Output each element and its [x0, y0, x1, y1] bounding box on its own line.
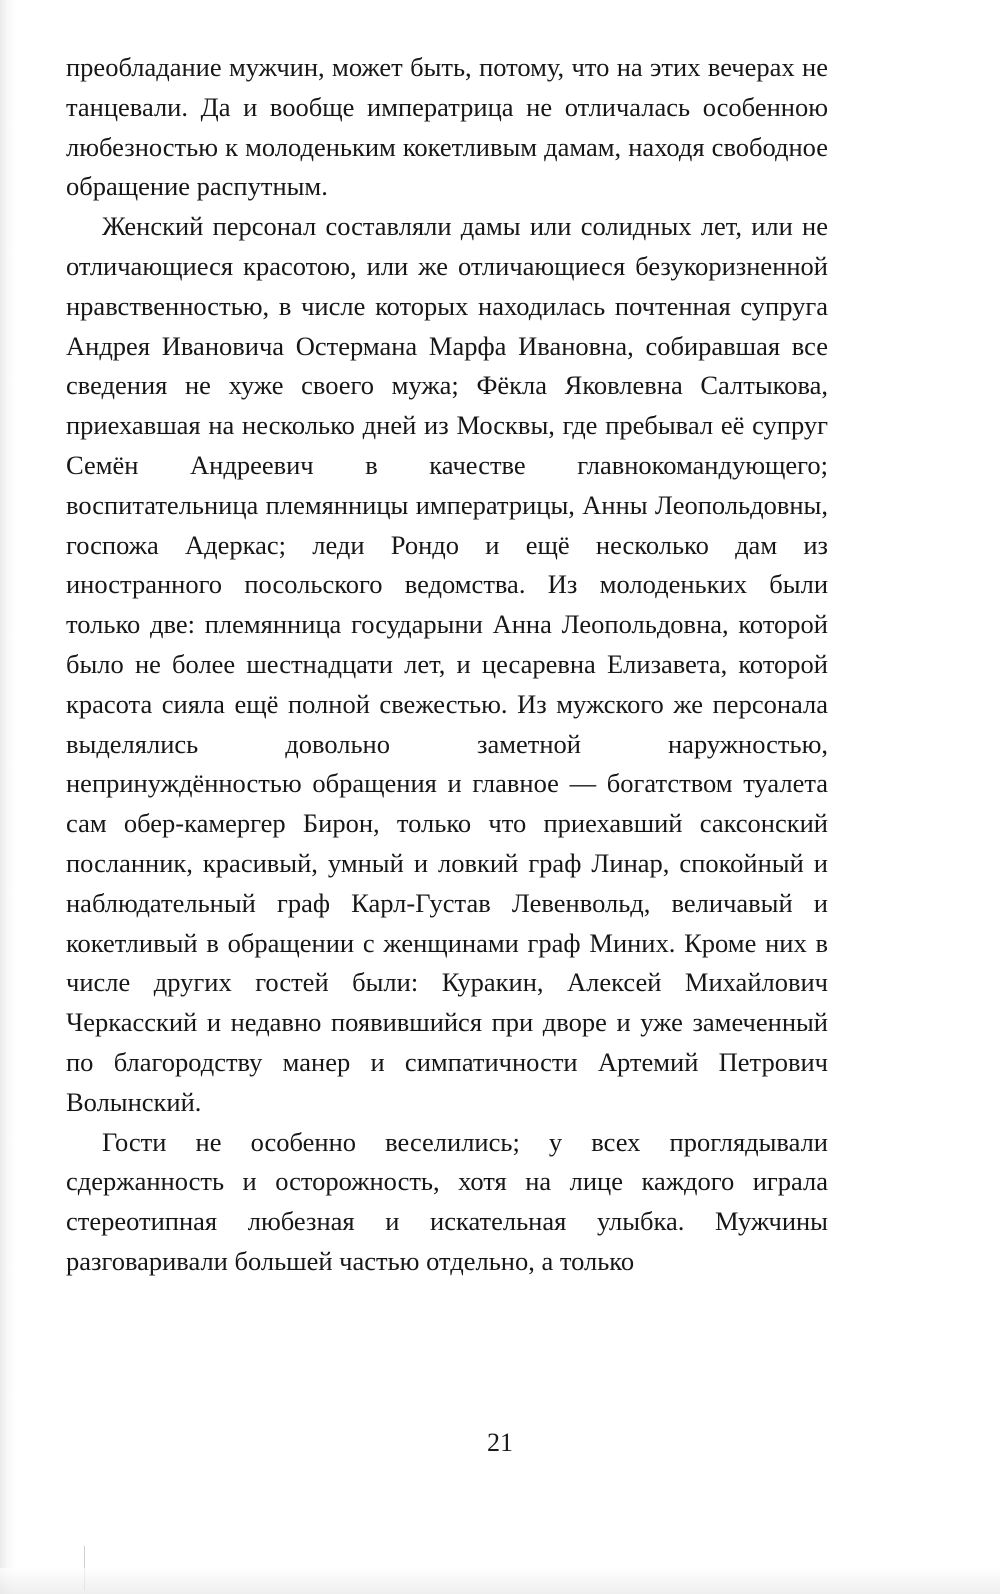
- paragraph: преобладание мужчин, может быть, потому, что на этих вечерах не танцевали. Да и вообще императрица не отличалась особенною любезностью к молоденьким кокетливым дамам, находя свободное обращение распутным.: [66, 52, 828, 202]
- page-number: 21: [487, 1428, 513, 1457]
- paragraph: Гости не особенно веселились; у всех проглядывали сдержанность и осторожность, хотя на лице каждого играла стереотипная любезная и искательная улыбка. Мужчины разговаривали большей частью отдельно, а только: [66, 1126, 828, 1276]
- page-bottom-edge-shading: [0, 1568, 1000, 1594]
- page-text-column: [66, 48, 828, 1282]
- page-left-edge-shading: [0, 0, 16, 1594]
- paragraph: Женский персонал составляли дамы или солидных лет, или не отличающиеся красотою, или же отличающиеся безукоризненной нравственностью, в числе которых находилась почтенная супруга Андрея Ивановича Остермана Марфа Ивановна, собиравшая все сведения не хуже своего мужа; Фёкла Яковлевна Салтыкова, приехавшая на несколько дней из Москвы, где пребывал её супруг Семён Андреевич в качестве главнокомандующего; воспитательница племянницы императрицы, Анны Леопольдовны, госпожа Адеркас; леди Рондо и ещё несколько дам из иностранного посольского ведомства. Из молоденьких были только две: племянница государыни Анна Леопольдовна, которой было не более шестнадцати лет, и цесаревна Елизавета, которой красота сияла ещё полной свежестью. Из мужского же персонала выделялись довольно заметной наружностью, непринуждённостью обращения и главное — богатством туалета сам обер-камергер Бирон, только что приехавший саксонский посланник, красивый, умный и ловкий граф Линар, спокойный и наблюдательный граф Карл-Густав Левенвольд, величавый и кокетливый в обращении с женщинами граф Миних. Кроме них в числе других гостей были: Куракин, Алексей Михайлович Черкасский и недавно появившийся при дворе и уже замеченный по благородству манер и симпатичности Артемий Петрович Волынский.: [66, 211, 828, 1117]
